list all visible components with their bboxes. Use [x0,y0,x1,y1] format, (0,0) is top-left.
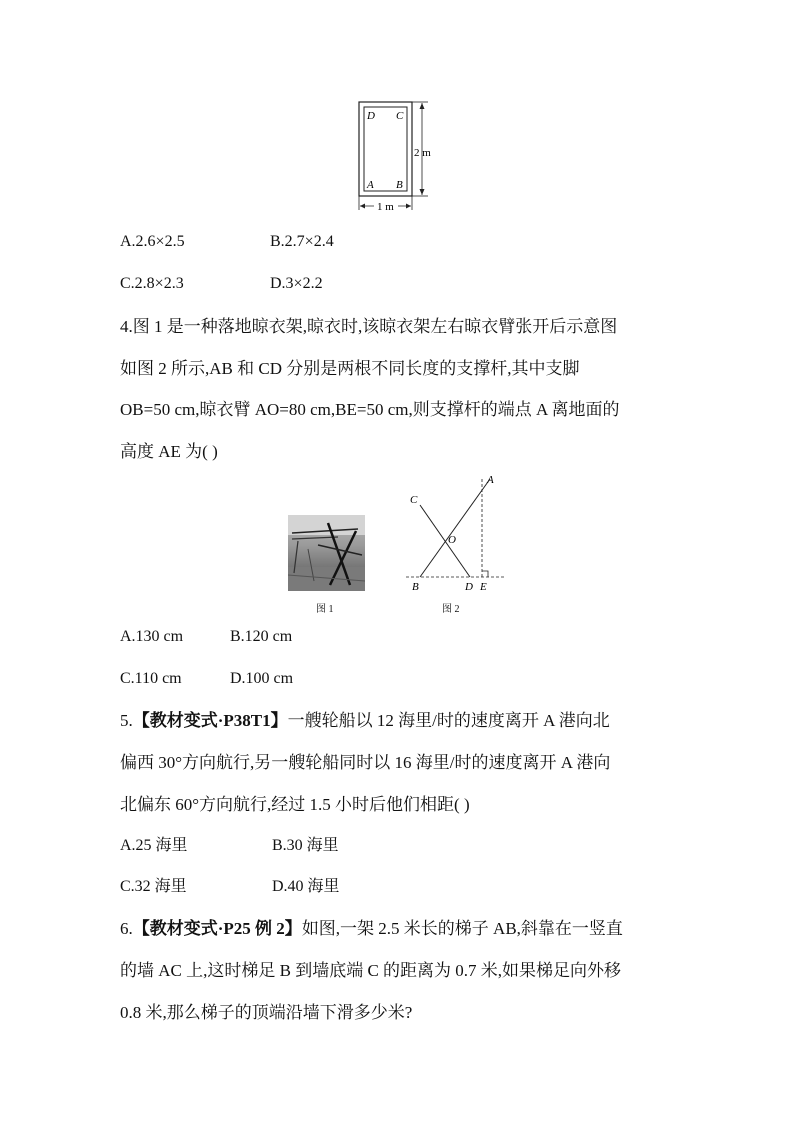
q5-line-1-text: 一艘轮船以 12 海里/时的速度离开 A 港向北 [287,711,610,730]
q6-tag: 【教材变式·P25 例 2】 [132,919,302,938]
q4-line-1: 4.图 1 是一种落地晾衣架,晾衣时,该晾衣架左右晾衣臂张开后示意图 [120,317,618,336]
q5-option-b[interactable]: B.30 海里 [272,837,339,854]
q3-option-c[interactable]: C.2.8×2.3 [120,275,184,292]
label-a: A [487,474,494,486]
q5-line-3: 北偏东 60°方向航行,经过 1.5 小时后他们相距( ) [120,795,470,814]
q5-option-c[interactable]: C.32 海里 [120,878,187,895]
q5-line-1 [120,712,610,729]
drying-rack-photo [288,515,365,591]
q4-option-c[interactable]: C.110 cm [120,670,182,687]
label-e: E [480,581,487,593]
q6-number: 6. [120,919,133,938]
q5-option-d[interactable]: D.40 海里 [272,878,340,895]
q4-line-3: OB=50 cm,晾衣臂 AO=80 cm,BE=50 cm,则支撑杆的端点 A 离地面的 [120,400,620,419]
label-b: B [412,581,419,593]
label-d: D [367,110,375,122]
q5-tag: 【教材变式·P38T1】 [132,711,288,730]
q4-line-2: 如图 2 所示,AB 和 CD 分别是两根不同长度的支撑杆,其中支脚 [120,359,580,378]
q3-option-b[interactable]: B.2.7×2.4 [270,233,334,250]
figure-2-caption: 图 2 [442,604,460,615]
label-b: B [396,179,403,191]
height-label: 2 m [414,147,431,159]
q3-option-d[interactable]: D.3×2.2 [270,275,323,292]
figure-2-diagram [398,470,513,600]
q4-option-d[interactable]: D.100 cm [230,670,294,687]
q6-line-3: 0.8 米,那么梯子的顶端沿墙下滑多少米? [120,1003,413,1022]
q5-number: 5. [120,711,133,730]
figure-1-caption: 图 1 [316,604,334,615]
q6-line-2: 的墙 AC 上,这时梯足 B 到墙底端 C 的距离为 0.7 米,如果梯足向外移 [120,961,622,980]
q4-option-b[interactable]: B.120 cm [230,628,293,645]
q6-line-1 [120,920,623,937]
label-c: C [410,494,418,506]
q6-line-1-text: 如图,一架 2.5 米长的梯子 AB,斜靠在一竖直 [301,919,623,938]
q4-option-a[interactable]: A.130 cm [120,628,184,645]
door-frame-figure [350,98,450,213]
width-label: 1 m [377,201,394,213]
q3-option-a[interactable]: A.2.6×2.5 [120,233,185,250]
label-a: A [367,179,374,191]
q4-line-4: 高度 AE 为( ) [120,442,218,461]
q5-line-2: 偏西 30°方向航行,另一艘轮船同时以 16 海里/时的速度离开 A 港向 [120,753,611,772]
label-d: D [465,581,473,593]
q5-option-a[interactable]: A.25 海里 [120,837,188,854]
label-o: O [448,534,456,546]
label-c: C [396,110,404,122]
